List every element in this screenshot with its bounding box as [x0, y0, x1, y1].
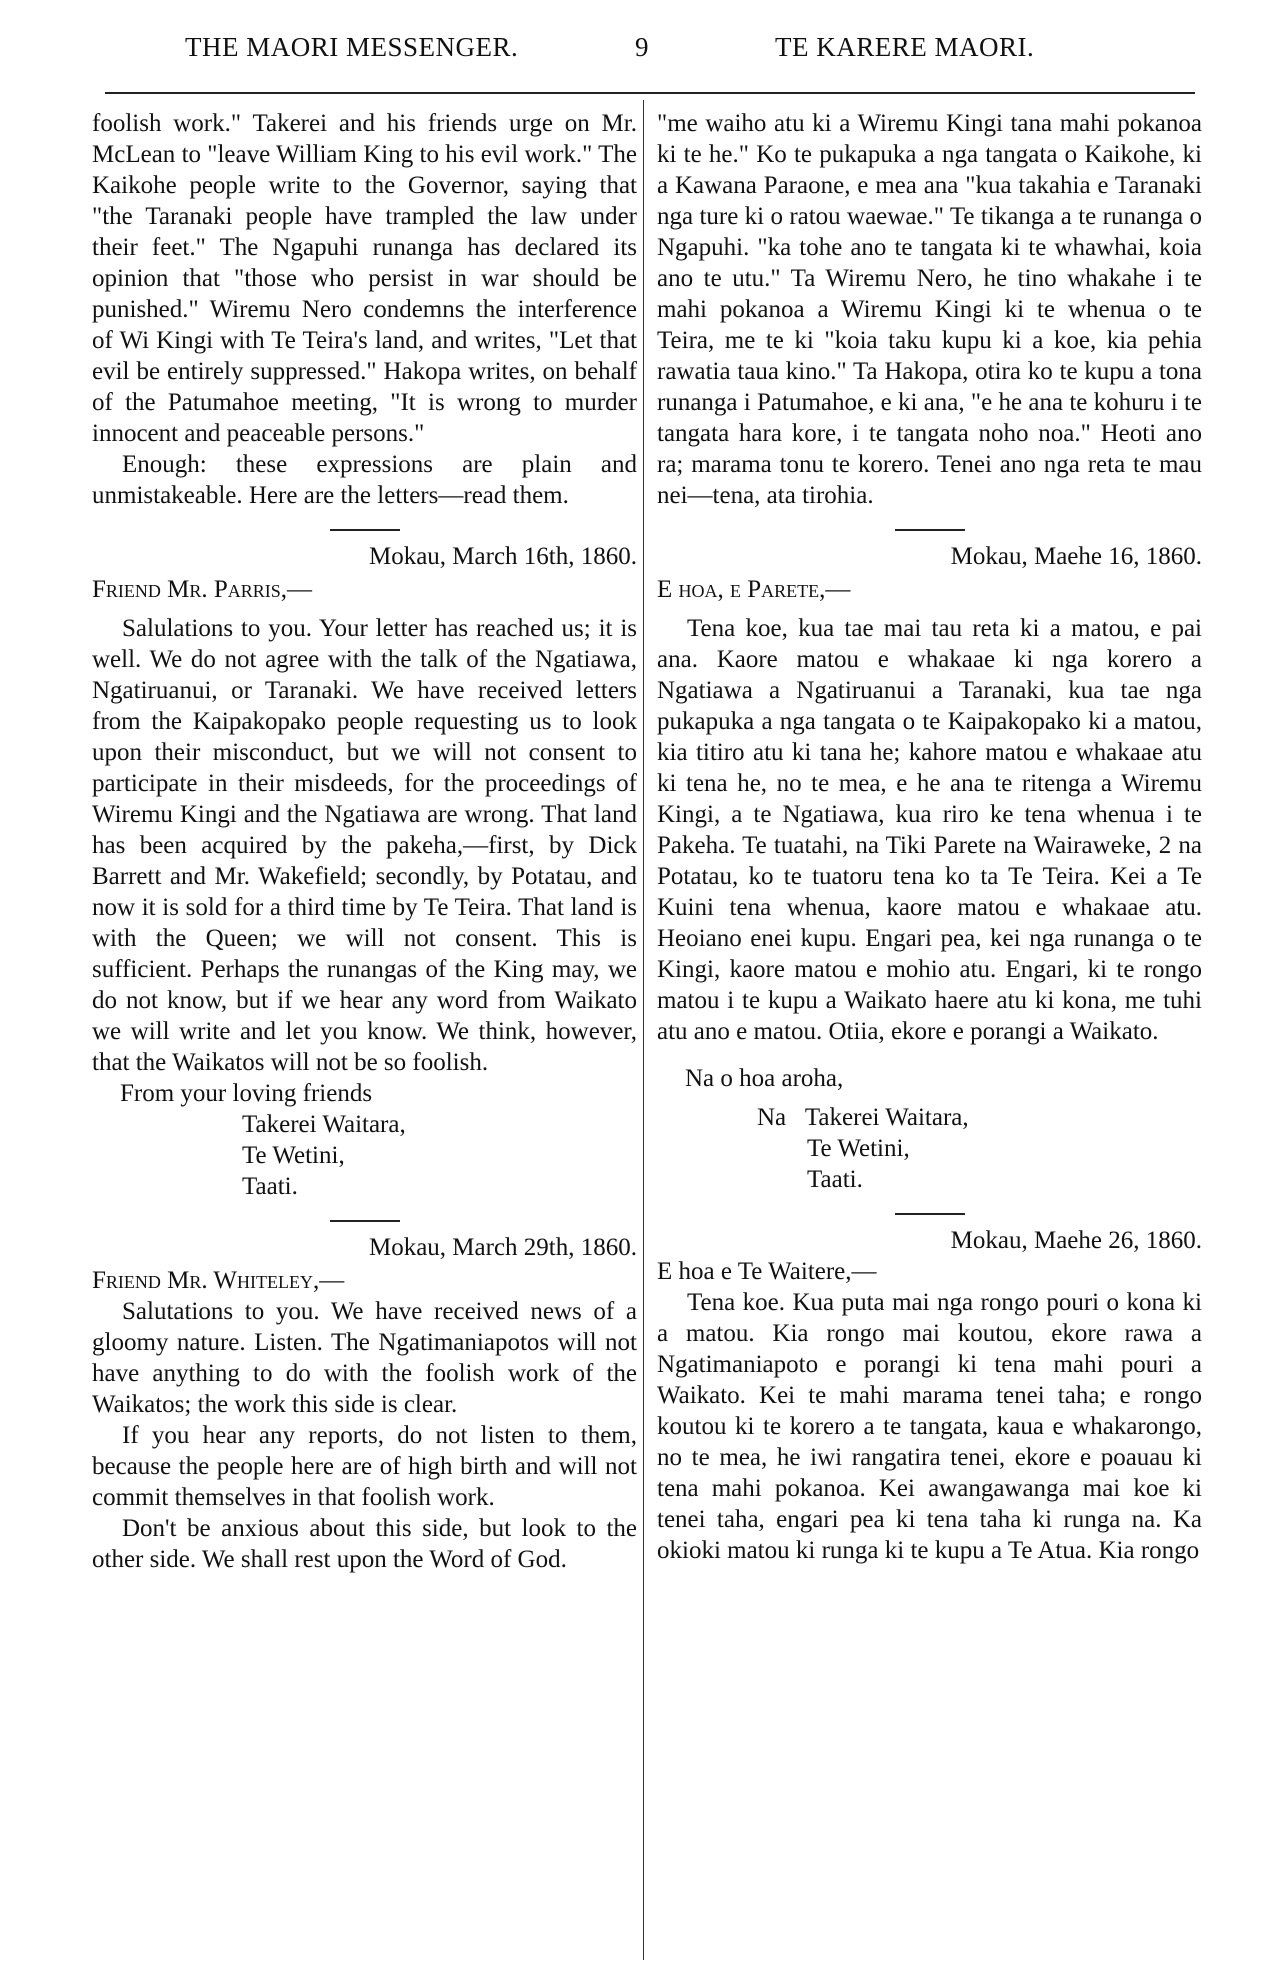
- signature-line: Te Wetini,: [807, 1135, 910, 1162]
- signature-name: Takerei Waitara,: [804, 1104, 969, 1131]
- signature-line: Takerei Waitara,: [242, 1111, 406, 1138]
- english-letter1-closing: From your loving friends: [120, 1080, 373, 1107]
- maori-letter1-signatures: [657, 1102, 1202, 1195]
- signature-prefix: Na: [757, 1104, 787, 1131]
- maori-letter1-body: Tena koe, kua tae mai tau reta ki a matou, e pai ana. Kaore matou e whakaae ki nga korero a Ngatiawa a Ngatiruanui a Taranaki, kua tae nga pukapuka a nga tangata o te Kaipakopako ki a matou, kia titiro atu ki tana he; kahore matou e whakaae atu ki tena he, no te mea, e he ana te ritenga a Wiremu Kingi, a te Ngatiawa, kua riro ke tena whenua i te Pakeha. Te tuatahi, na Tiki Parete na Wairaweke, 2 na Potatau, ko te tuatoru tena ko ta Te Teira. Kei a Te Kuini tena whenua, kaore matou e whakaae atu. Heoiano enei kupu. Engari pea, kei nga runanga o te Kingi, kaore matou e mohio atu. Engari, ki te rongo matou i te kupu a Waikato haere atu ki kona, me tuhi atu ano e matou. Otiia, ekore e porangi a Waikato.: [657, 615, 1202, 1045]
- maori-letter1-salutation: E hoa, e Parete,—: [657, 576, 851, 603]
- maori-letter1-closing: Na o hoa aroha,: [685, 1065, 844, 1092]
- english-enough-paragraph: Enough: these expressions are plain and unmistakeable. Here are the letters—read them.: [92, 451, 637, 509]
- signature-line: Te Wetini,: [242, 1142, 345, 1169]
- english-masthead: THE MAORI MESSENGER.: [185, 32, 519, 62]
- section-rule: [330, 1220, 400, 1222]
- maori-letter1-dateline: Mokau, Maehe 16, 1860.: [950, 543, 1202, 570]
- maori-letter2-salutation: E hoa e Te Waitere,—: [657, 1258, 877, 1285]
- maori-letter2-body: Tena koe. Kua puta mai nga rongo pouri o kona ki a matou. Kia rongo mai koutou, ekore rawa a Ngatimaniapoto e porangi ki tena mahi pouri a Waikato. Kei te mahi marama tenei taha; e rongo koutou ki te korero a te tangata, kaua e whakarongo, no te mea, he iwi rangatira tenei, ekore e poauau ki tena mahi pokanoa. Kei awangawanga mai koe ki tenei taha, engari pea ki tena taha ki runga na. Ka okioki matou ki runga ki te kupu a Te Atua. Kia rongo: [657, 1289, 1202, 1564]
- english-letter1-dateline: Mokau, March 16th, 1860.: [368, 543, 637, 570]
- english-letter2-para3: Don't be anxious about this side, but look to the other side. We shall rest upon the Word of God.: [92, 1515, 637, 1573]
- english-letter2-dateline: Mokau, March 29th, 1860.: [368, 1234, 637, 1261]
- english-letter2-salutation: Friend Mr. Whiteley,—: [92, 1267, 345, 1294]
- maori-masthead: TE KARERE MAORI.: [775, 32, 1035, 62]
- column-divider: [643, 100, 644, 1960]
- signature-line: Taati.: [807, 1166, 863, 1193]
- section-rule: [330, 529, 400, 531]
- english-column: [92, 108, 637, 1575]
- page-header: [90, 32, 1200, 72]
- section-rule: [895, 529, 965, 531]
- english-letter1-signatures: [92, 1109, 637, 1202]
- header-rule: [105, 92, 1195, 94]
- english-letter2-para2: If you hear any reports, do not listen to them, because the people here are of high birth and will not commit themselves in that foolish work.: [92, 1422, 637, 1511]
- page-number: 9: [635, 32, 649, 62]
- section-rule: [895, 1213, 965, 1215]
- maori-intro-paragraph: "me waiho atu ki a Wiremu Kingi tana mahi pokanoa ki te he." Ko te pukapuka a nga tangata o Kaikohe, ki a Kawana Paraone, e mea ana "kua takahia e Taranaki nga ture ki o ratou waewae." Te tikanga a te runanga o Ngapuhi. "ka tohe ano te tangata ki te whawhai, koia ano te utu." Ta Wiremu Nero, he tino whakahe i te mahi pokanoa a Wiremu Kingi ki te whenua o te Teira, me te ki "koia taku kupu ki a koe, kia pehia rawatia taua kino." Ta Hakopa, otira ko te kupu a tona runanga i Patumahoe, e ki ana, "e he ana te kohuru i te tangata hara kore, i te tangata noho noa." Heoti ano ra; marama tonu te korero. Tenei ano nga reta te mau nei—tena, ata tirohia.: [657, 110, 1202, 509]
- english-intro-paragraph: foolish work." Takerei and his friends urge on Mr. McLean to "leave William King to his evil work." The Kaikohe people write to the Governor, saying that "the Taranaki people have trampled the law under their feet." The Ngapuhi runanga has declared its opinion that "those who persist in war should be punished." Wiremu Nero condemns the interference of Wi Kingi with Te Teira's land, and writes, "Let that evil be entirely suppressed." Hakopa writes, on behalf of the Patumahoe meeting, "It is wrong to murder innocent and peaceable persons.": [92, 110, 637, 447]
- maori-letter2-dateline: Mokau, Maehe 26, 1860.: [950, 1227, 1202, 1254]
- signature-line: Taati.: [242, 1173, 298, 1200]
- english-letter2-para1: Salutations to you. We have received news of a gloomy nature. Listen. The Ngatimaniapotos will not have anything to do with the foolish work of the Waikatos; the work this side is clear.: [92, 1298, 637, 1418]
- english-letter1-salutation: Friend Mr. Parris,—: [92, 576, 313, 603]
- signature-line: [757, 1102, 1202, 1133]
- maori-column: [657, 108, 1202, 1566]
- english-letter1-body: Salulations to you. Your letter has reached us; it is well. We do not agree with the talk of the Ngatiawa, Ngatiruanui, or Taranaki. We have received letters from the Kaipakopako people requesting us to look upon their misconduct, but we will not consent to participate in their misdeeds, for the proceedings of Wiremu Kingi and the Ngatiawa are wrong. That land has been acquired by the pakeha,—first, by Dick Barrett and Mr. Wakefield; secondly, by Potatau, and now it is sold for a third time by Te Teira. That land is with the Queen; we will not consent. This is sufficient. Perhaps the runangas of the King may, we do not know, but if we hear any word from Waikato we will write and let you know. We think, however, that the Waikatos will not be so foolish.: [92, 615, 637, 1076]
